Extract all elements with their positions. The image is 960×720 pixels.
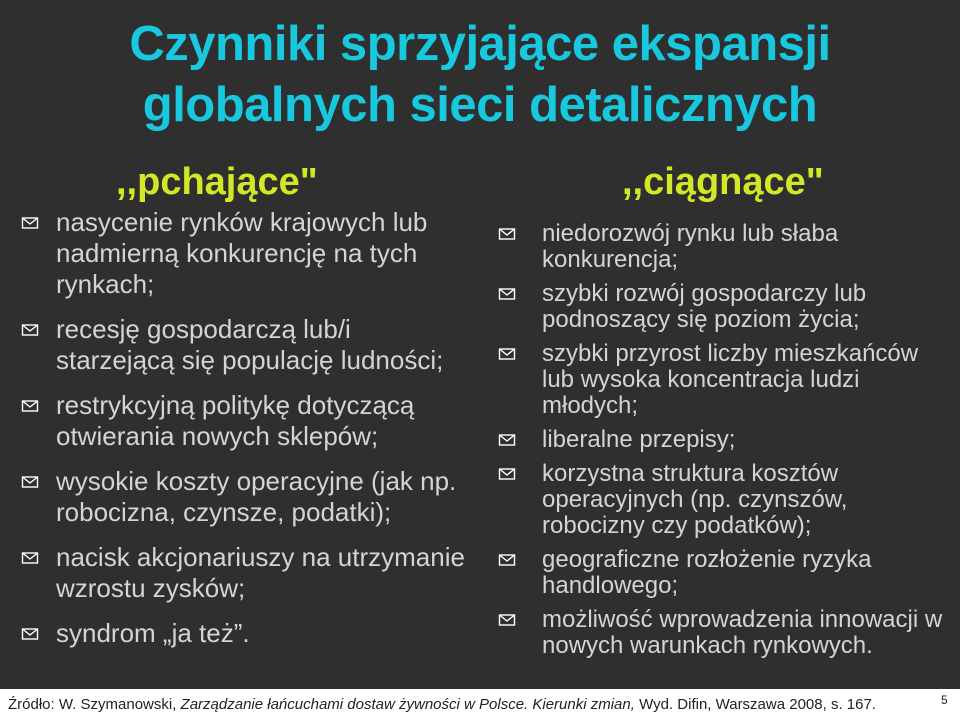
slide-title xyxy=(0,14,960,136)
slide-title-line-2: globalnych sieci detalicznych xyxy=(142,78,818,132)
mail-icon xyxy=(20,472,40,492)
push-factor-item xyxy=(20,390,470,452)
source-citation xyxy=(8,696,876,713)
mail-icon xyxy=(497,284,517,304)
push-factors-list xyxy=(20,207,470,663)
mail-icon xyxy=(20,624,40,644)
pull-factor-item xyxy=(497,281,947,333)
left-column-heading: ,,pchające" xyxy=(116,161,318,203)
right-column-heading: ,,ciągnące" xyxy=(622,161,824,203)
push-factor-item xyxy=(20,466,470,528)
push-factor-item-text: restrykcyjną politykę dotyczącą otwierania nowych sklepów; xyxy=(56,390,415,451)
pull-factors-list xyxy=(497,221,947,667)
pull-factor-item-text: korzystna struktura kosztów operacyjnych (np. czynszów, robocizny czy podatków); xyxy=(542,460,848,539)
pull-factor-item xyxy=(497,341,947,419)
source-prefix: Źródło: W. Szymanowski, xyxy=(8,696,181,713)
mail-icon xyxy=(497,610,517,630)
mail-icon xyxy=(20,548,40,568)
push-factor-item-text: recesję gospodarczą lub/i starzejącą się populację ludności; xyxy=(56,314,444,375)
mail-icon xyxy=(20,396,40,416)
mail-icon xyxy=(497,550,517,570)
push-factor-item-text: nasycenie rynków krajowych lub nadmierną konkurencję na tych rynkach; xyxy=(56,207,428,299)
pull-factor-item-text: możliwość wprowadzenia innowacji w nowych warunkach rynkowych. xyxy=(542,606,943,659)
push-factor-item xyxy=(20,618,470,649)
pull-factor-item xyxy=(497,547,947,599)
pull-factor-item-text: geograficzne rozłożenie ryzyka handlowego; xyxy=(542,546,872,599)
page-number: 5 xyxy=(941,693,948,707)
pull-factor-item-text: szybki przyrost liczby mieszkańców lub wysoka koncentracja ludzi młodych; xyxy=(542,340,919,419)
push-factor-item-text: wysokie koszty operacyjne (jak np. robocizna, czynsze, podatki); xyxy=(56,466,457,527)
pull-factor-item-text: szybki rozwój gospodarczy lub podnoszący się poziom życia; xyxy=(542,280,867,333)
pull-factor-item xyxy=(497,427,947,453)
pull-factor-item xyxy=(497,607,947,659)
push-factor-item xyxy=(20,542,470,604)
source-suffix: Wyd. Difin, Warszawa 2008, s. 167. xyxy=(634,696,876,713)
push-factor-item xyxy=(20,314,470,376)
mail-icon xyxy=(497,464,517,484)
mail-icon xyxy=(20,320,40,340)
mail-icon xyxy=(497,430,517,450)
push-factor-item-text: nacisk akcjonariuszy na utrzymanie wzrostu zysków; xyxy=(56,542,465,603)
pull-factor-item-text: liberalne przepisy; xyxy=(542,426,736,453)
pull-factor-item xyxy=(497,221,947,273)
source-footer xyxy=(0,689,960,720)
push-factor-item-text: syndrom „ja też”. xyxy=(56,618,250,648)
mail-icon xyxy=(497,224,517,244)
pull-factor-item-text: niedorozwój rynku lub słaba konkurencja; xyxy=(542,220,839,273)
pull-factor-item xyxy=(497,461,947,539)
source-title: Zarządzanie łańcuchami dostaw żywności w Polsce. Kierunki zmian, xyxy=(180,696,635,713)
push-factor-item xyxy=(20,207,470,300)
slide-title-line-1: Czynniki sprzyjające ekspansji xyxy=(129,17,831,71)
mail-icon xyxy=(497,344,517,364)
mail-icon xyxy=(20,213,40,233)
